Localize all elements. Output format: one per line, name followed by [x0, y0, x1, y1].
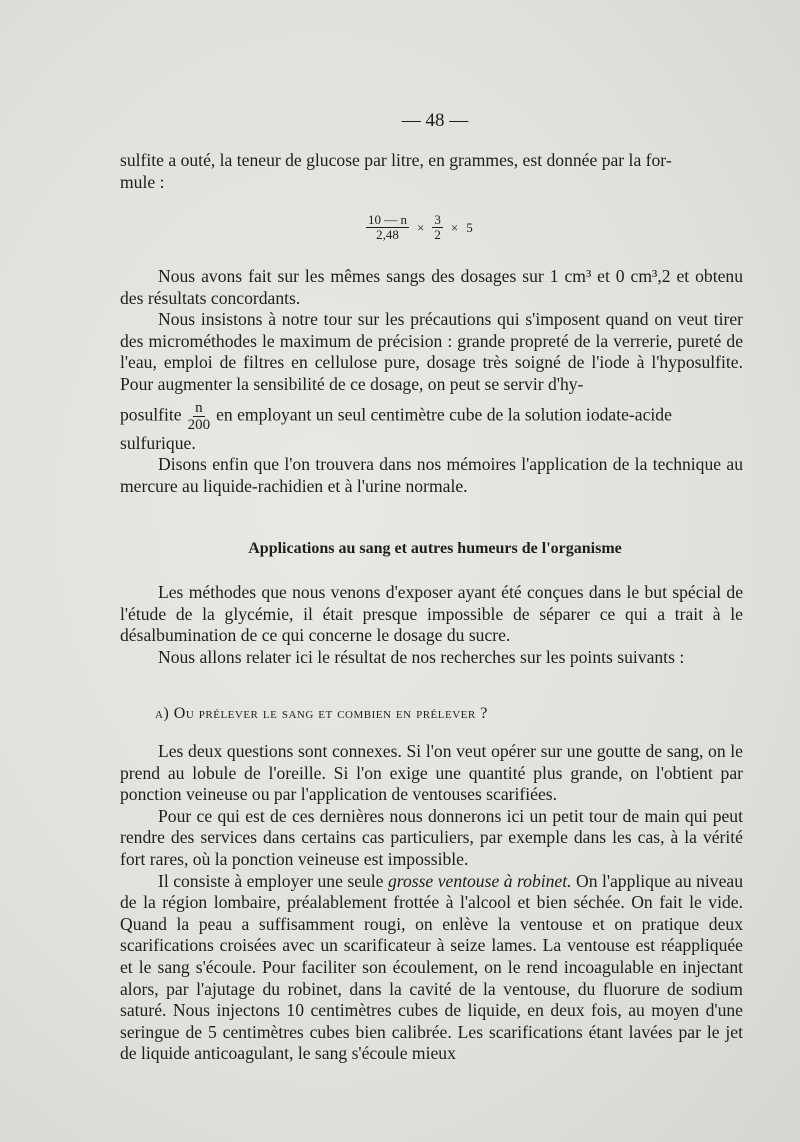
- methods-section: [120, 266, 743, 497]
- paragraph-sulfurique: sulfurique.: [120, 432, 196, 453]
- intro-line-1: sulfite a outé, la teneur de glucose par litre, en grammes, est donnée par la for-: [120, 150, 672, 170]
- paragraph-ventouse: [120, 871, 743, 1065]
- fraction-numerator: n: [195, 399, 203, 416]
- hyposulfite-fraction: [188, 400, 211, 433]
- page-number: — 48 —: [401, 110, 469, 131]
- paragraph-dosages: Nous avons fait sur les mêmes sangs des dosages sur 1 cm³ et 0 cm³,2 et obtenu des résultats concordants.: [120, 266, 743, 308]
- formula-times-1: ×: [417, 219, 425, 235]
- paragraph-tour-de-main: Pour ce qui est de ces dernières nous donnerons ici un petit tour de main qui peut rendre des services dans certains cas particuliers, par exemple dans les cas, à la vérité fort rares, où la ponction veineuse est impossible.: [120, 805, 743, 869]
- formula-fraction-2: [432, 213, 443, 242]
- intro-line-2: mule :: [120, 171, 165, 192]
- intro-paragraph: [120, 150, 743, 193]
- ventouse-body: On l'applique au niveau de la région lombaire, préalablement frottée à l'alcool et bien séchée. On fait le vide. Quand la peau a suffisamment rougi, on enlève la ventouse et on pratique deux scarifications croisées avec un scarificateur à seize lames. La ventouse est réappliquée et le sang s'écoule. Pour faciliter son écoulement, on le rend incoagulable en injectant alors, par l'ajutage du robinet, dans la cavité de la ventouse, du fluorure de sodium saturé. Nous injectons 10 centimètres cubes de liquide, en deux fois, au moyen d'une seringue de 5 centimètres cubes bien calibrée. Les scarifications étant lavées par le jet de liquide anticoagulant, le sang s'écoule mieux: [120, 870, 743, 1064]
- section-heading: Applications au sang et autres humeurs de l'organisme: [248, 540, 622, 557]
- subheading: a) Ou prélever le sang et combien en prélever ?: [155, 705, 488, 722]
- formula-times-2: ×: [450, 219, 459, 235]
- formula-factor: 5: [466, 219, 473, 235]
- ventouse-prefix: Il consiste à employer une seule: [158, 870, 384, 891]
- formula-denominator-2: 2: [434, 227, 441, 242]
- hyposulfite-suffix: en employant un seul centimètre cube de la solution iodate-acide: [216, 404, 672, 425]
- blood-section: [120, 741, 743, 1065]
- hyposulfite-prefix: posulfite: [120, 404, 182, 425]
- formula-numerator-2: 3: [434, 212, 441, 227]
- paragraph-hyposulfite: [120, 400, 743, 433]
- formula: [366, 213, 473, 242]
- formula-denominator-1: 2,48: [376, 227, 399, 242]
- formula-numerator-1: 10 — n: [368, 212, 407, 227]
- formula-fraction-1: [366, 213, 409, 242]
- ventouse-emphasis: grosse ventouse à robinet.: [387, 870, 572, 891]
- applications-section: [120, 582, 743, 668]
- paragraph-questions: Les deux questions sont connexes. Si l'on veut opérer sur une goutte de sang, on le prend au lobule de l'oreille. Si l'on exige une quantité plus grande, on l'obtient par ponction veineuse ou par l'application de ventouses scarifiées.: [120, 741, 743, 805]
- fraction-denominator: 200: [187, 416, 211, 433]
- paragraph-memoires: Disons enfin que l'on trouvera dans nos mémoires l'application de la technique au mercure au liquide-rachidien et à l'urine normale.: [120, 454, 743, 496]
- paragraph-precautions: Nous insistons à notre tour sur les précautions qui s'imposent quand on veut tirer des microméthodes le maximum de précision : grande propreté de la verrerie, pureté de l'eau, emploi de filtres en cellulose pure, dosage très soigné de l'iode à l'hyposulfite. Pour augmenter la sensibilité de ce dosage, on peut se servir d'hy-: [120, 309, 743, 394]
- paragraph-points: Nous allons relater ici le résultat de nos recherches sur les points suivants :: [158, 646, 685, 667]
- paragraph-glycemie: Les méthodes que nous venons d'exposer ayant été conçues dans le but spécial de l'étude de la glycémie, il était presque impossible de séparer ce qui a trait à le désalbumination de ce qui concerne le dosage du sucre.: [120, 582, 743, 646]
